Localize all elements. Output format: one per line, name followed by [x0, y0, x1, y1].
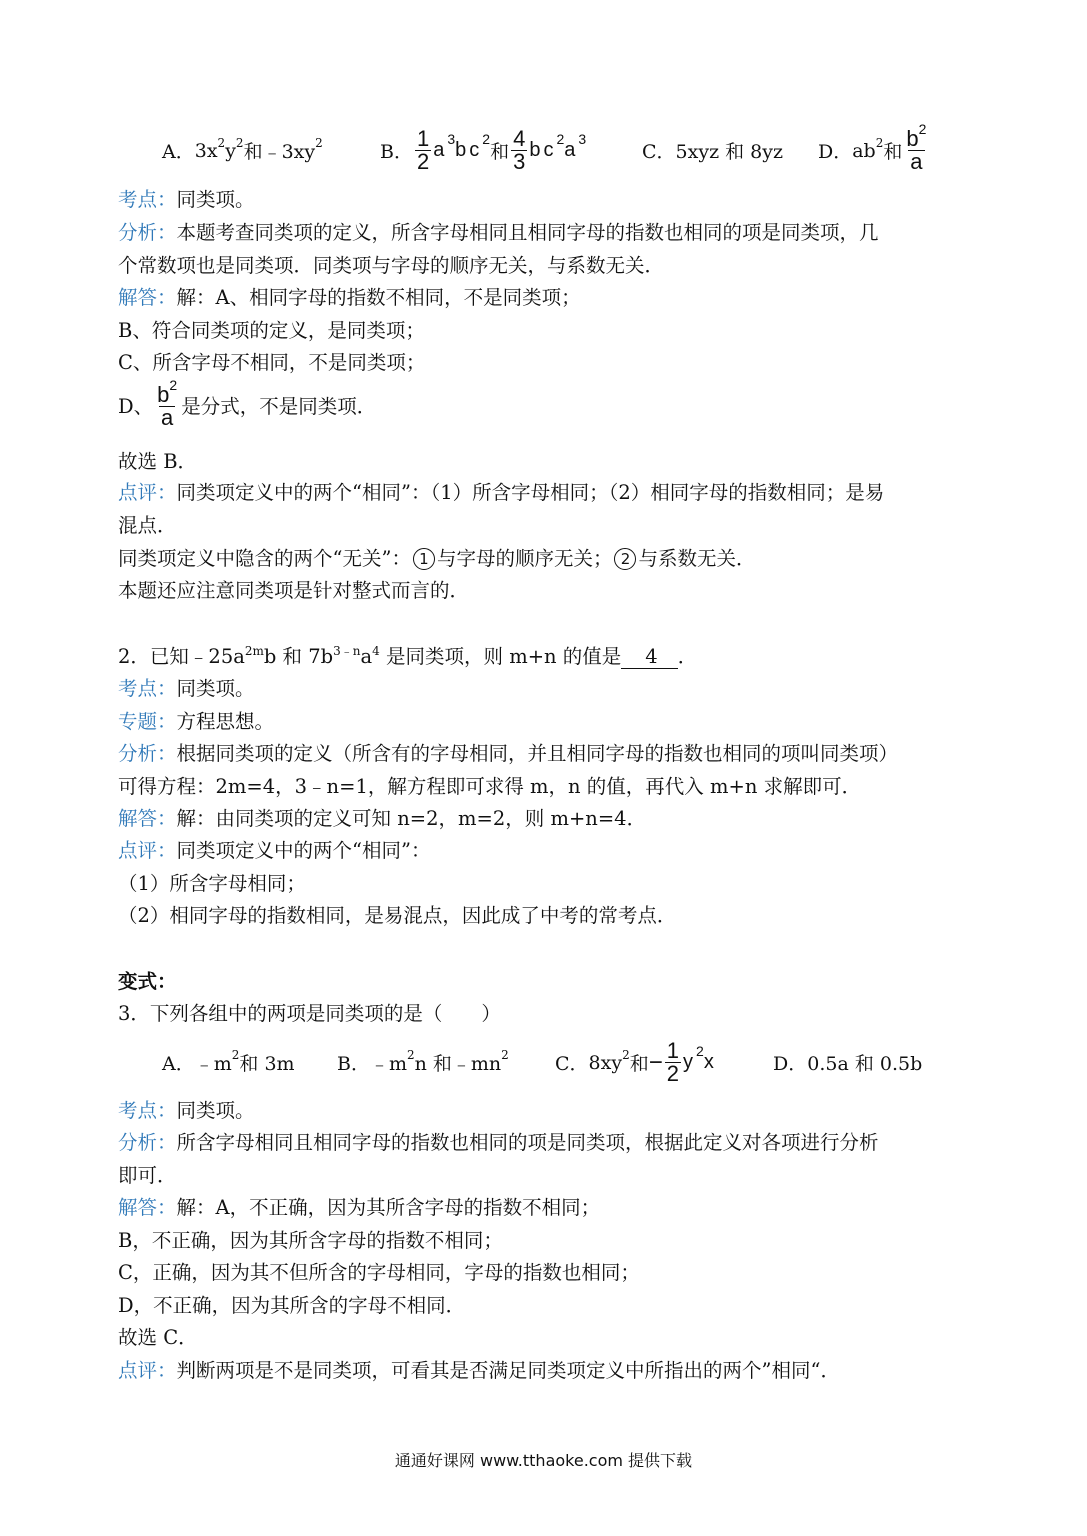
q1-fenxi-line1: 分析：本题考查同类项的定义，所含字母相同且相同字母的指数也相同的项是同类项，几 — [118, 221, 879, 244]
circled-number-2: 2 — [614, 548, 636, 570]
q2-fenxi-line2: 可得方程：2m=4，3﹣n=1，解方程即可求得 m，n 的值，再代入 m+n 求解即可． — [118, 775, 862, 798]
q3-stem: 3．下列各组中的两项是同类项的是（ ） — [118, 1002, 501, 1025]
q1-guxuan: 故选 B． — [118, 450, 198, 473]
fraction-b-squared-over-a: $\frac{b^2}{a}$ — [906, 121, 927, 174]
fraction-b-squared-over-a: $\frac{b^2}{a}$ — [157, 377, 178, 430]
q2-jieda: 解答：解：由同类项的定义可知 n=2，m=2，则 m+n=4． — [118, 807, 647, 830]
q2-stem: 2．已知$﹣25a^{2m}b$ 和 $7b^{3﹣n}a^4$ 是同类项，则 m+n 的值是 4 ． — [118, 644, 698, 668]
q1-jieda-line2: B、符合同类项的定义，是同类项； — [118, 319, 425, 342]
q3-fenxi-line1: 分析：所含字母相同且相同字母的指数也相同的项是同类项，根据此定义对各项进行分析 — [118, 1131, 879, 1154]
q3-dianping: 点评：判断两项是不是同类项，可看其是否满足同类项定义中所指出的两个”相同“． — [118, 1359, 840, 1382]
q3-fenxi-line2: 即可． — [118, 1164, 177, 1187]
fraction-four-thirds: $\frac{4}{3}$ — [513, 126, 526, 174]
q2-dianping-line3: （2）相同字母的指数相同，是易混点，因此成了中考的常考点． — [118, 904, 677, 927]
q1-fenxi-line2: 个常数项也是同类项．同类项与字母的顺序无关，与系数无关． — [118, 254, 665, 277]
q2-fenxi-line1: 分析：根据同类项的定义（所含有的字母相同，并且相同字母的指数也相同的项叫同类项） — [118, 742, 899, 765]
q1-dianping-line1: 点评：同类项定义中的两个“相同”：（1）所含字母相同；（2）相同字母的指数相同；是易 — [118, 481, 885, 504]
q2-answer-blank: 4 — [621, 647, 677, 669]
q2-dianping-line2: （1）所含字母相同； — [118, 872, 306, 895]
q1-option-a: A． 3x $^2$ y $^2$ 和﹣3xy $^2$ — [162, 135, 323, 163]
q3-option-b: B． ﹣m $^2$ n 和﹣mn $^2$ — [337, 1047, 509, 1075]
fraction-one-half: $\frac{1}{2}$ — [416, 126, 430, 174]
q1-option-c: C． 5xyz 和 8yz — [642, 141, 784, 163]
fraction-one-half: $\frac{1}{2}$ — [666, 1038, 680, 1086]
q3-option-a: A． ﹣m $^2$ 和 3m — [162, 1047, 295, 1075]
q2-zhuanti: 专题：方程思想。 — [118, 710, 275, 733]
q1-jieda-line3: C、所含字母不相同，不是同类项； — [118, 351, 426, 374]
q1-jieda-line4: D、 $\frac{b^2}{a}$ 是分式，不是同类项． — [118, 377, 377, 430]
q3-jieda-line1: 解答：解：A，不正确，因为其所含字母的指数不相同； — [118, 1196, 601, 1219]
q3-kaodian: 考点：同类项。 — [118, 1099, 255, 1122]
q3-jieda-line2: B，不正确，因为其所含字母的指数不相同； — [118, 1229, 503, 1252]
q1-option-b: B． $\frac{1}{2}$ a 3 bc 2 和 $\frac{4}{3}$ bc 2 a 3 — [380, 126, 587, 174]
q1-option-d: D． ab $^2$ 和 $\frac{b^2}{a}$ — [818, 121, 927, 174]
q1-dianping-line4: 本题还应注意同类项是针对整式而言的． — [118, 579, 470, 602]
q3-guxuan: 故选 C． — [118, 1326, 198, 1349]
q3-option-d: D． 0.5a 和 0.5b — [773, 1053, 923, 1075]
q2-dianping-line1: 点评：同类项定义中的两个“相同”： — [118, 839, 431, 862]
q3-options — [162, 1040, 922, 1085]
q3-jieda-line4: D，不正确，因为其所含的字母不相同． — [118, 1294, 466, 1317]
q1-kaodian: 考点：同类项。 — [118, 188, 255, 211]
q1-options — [162, 121, 930, 174]
q1-jieda-line1: 解答：解：A、相同字母的指数不相同，不是同类项； — [118, 286, 581, 309]
q1-dianping-line3: 同类项定义中隐含的两个“无关”： 1 与字母的顺序无关； 2 与系数无关． — [118, 547, 756, 571]
circled-number-1: 1 — [413, 548, 435, 570]
page-footer: 通通好课网 www.tthaoke.com 提供下载 — [394, 1451, 693, 1470]
q3-jieda-line3: C，正确，因为其不但所含的字母相同，字母的指数也相同； — [118, 1261, 640, 1284]
q3-option-c: C． 8xy $^2$ 和 − $\frac{1}{2}$ y 2 x — [555, 1038, 717, 1086]
q1-dianping-line2: 混点． — [118, 514, 177, 537]
q2-kaodian: 考点：同类项。 — [118, 677, 255, 700]
bianshi-heading: 变式： — [118, 970, 177, 993]
